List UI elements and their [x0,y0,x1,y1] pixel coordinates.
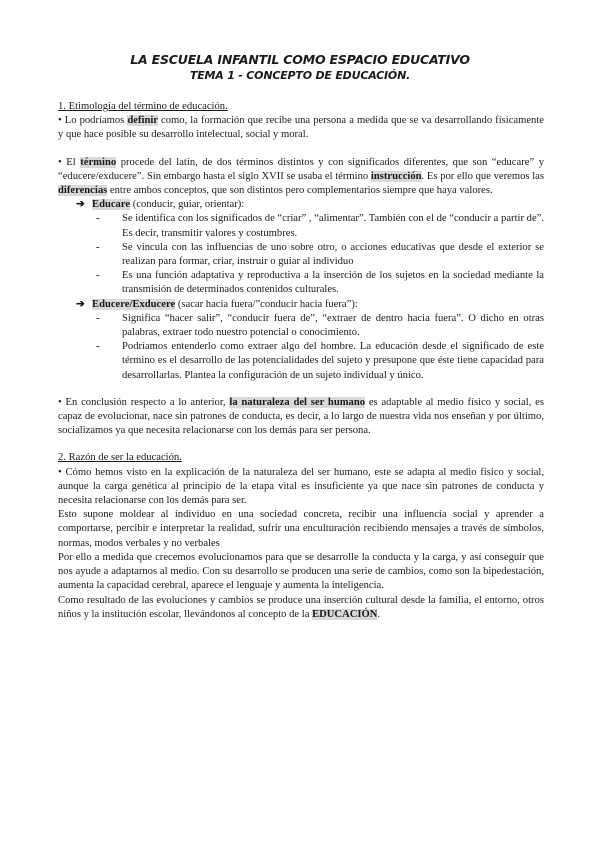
text-run: . [377,608,381,620]
educare-list [58,212,544,297]
highlight-instruccion: instrucción [370,170,422,182]
list-item-text: Es una función adaptativa y reproductiva a la inserción de los sujetos en la sociedad mediante la transmisión de determinados contenidos culturales. [122,270,544,296]
dash-icon: - [96,213,100,225]
highlight-educacion: EDUCACIÓN [312,608,378,620]
document-title: LA ESCUELA INFANTIL COMO ESPACIO EDUCATIVO [130,52,470,67]
arrow-icon: ➔ [76,298,85,310]
highlight-termino: término [80,156,117,168]
highlight-diferencias: diferencias [58,185,108,197]
section2-paragraph-4 [58,594,544,622]
dash-icon: - [96,341,100,353]
dash-icon: - [96,270,100,282]
section1-paragraph-2 [58,156,544,199]
educare-item [58,198,544,212]
educare-description: (conducir, guiar, orientar): [130,199,245,211]
arrow-icon: ➔ [76,199,85,211]
list-item-text: Significa “hacer salir”, “conducir fuera de”, “extraer de dentro hacia fuera”. O dicho en otras palabras, extraer todo nuestro potencial o conocimiento. [122,312,544,339]
list-item-text: Se vincula con las influencias de uno sobre otro, o acciones educativas que desde el exterior se realizan para formar, criar, instruir o guiar al individuo [122,241,544,268]
section2-paragraph-1: • Cómo hemos visto en la explicación de la naturaleza del ser humano, este se adapta al medio físico y social, aunque la carga genética al principio de la etapa vital es insuficiente ya que nace sin patrones de conducta y necesita relacionarse con los demás para ser. [58,466,544,507]
text-run: procede del latín, de dos términos distintos y con significados diferentes, que son “educare” y “educere/exducere”. Sin embargo hasta el siglo XVII se usaba el término [58,156,545,182]
list-item [96,340,544,383]
educere-term: Educere/Exducere [92,298,176,310]
text-run: como, la formación que recibe una persona a medida que se va desarrollando físicamente y que hace posible su desarrollo intelectual, social y moral. [58,115,544,141]
text-run: • Lo podríamos [58,115,128,127]
list-item-text: Se identifica con los significados de “criar” , “alimentar”. También con el de “conducir a partir de”. Es decir, transmitir valores y costumbres. [122,213,544,239]
text-run: • En conclusión respecto a lo anterior, [58,396,230,408]
text-run: • El [58,156,81,168]
educere-description: (sacar hacia fuera/”conducir hacia fuera”): [175,298,358,310]
list-item [96,241,544,269]
dash-icon: - [96,241,100,253]
section1-heading: 1. Etimología del término de educación. [58,101,228,112]
text-run: Como resultado de las evoluciones y cambios se produce una inserción cultural desde la familia, el entorno, otros niños y la institución escolar, llevándonos al concepto de la [58,594,544,620]
section1-paragraph-3 [58,396,544,439]
section2-heading: 2. Razón de ser la educación. [58,452,182,464]
document-subtitle: TEMA 1 - CONCEPTO DE EDUCACIÓN. [189,69,411,82]
educare-term: Educare [92,199,131,211]
section2-paragraph-3: Por ello a medida que crecemos evolucionamos para que se desarrolle la conducta y la carga, y así conseguir que nos ayude a adaptarnos al medio. Con su desarrollo se producen una serie de cambios, como son la bipedestación, aumenta la capacidad cerebral, aparece el lenguaje y aumenta la inteligencia. [58,551,544,592]
highlight-definir: definir [127,115,158,127]
list-item-text: Podríamos entenderlo como extraer algo del hombre. La educación desde el significado de este término es el desarrollo de las potencialidades del sujeto y presupone que éste tiene capacidad para desarrollarlas. Plantea la configuración de un sujeto individual y único. [122,341,544,381]
educere-list [58,312,544,383]
list-item [96,212,544,240]
document-body [58,100,544,622]
highlight-naturaleza: la naturaleza del ser humano [229,396,366,408]
text-run: es adaptable al medio físico y social, es capaz de evolucionar, nace sin patrones de conducta, es decir, a lo largo de nuestra vida nos enseñan y por último, socializamos ya que necesita relacionarse con los demás para ser persona. [58,396,544,437]
list-item [96,312,544,340]
educere-item [58,298,544,312]
dash-icon: - [96,312,100,324]
text-run: . Es por ello que veremos las [421,170,545,182]
section1-paragraph-1 [58,114,544,142]
text-run: entre ambos conceptos, que son distintos pero complementarios siempre que haya valores. [107,185,493,197]
list-item [96,269,544,297]
section2-paragraph-2: Esto supone moldear al individuo en una sociedad concreta, recibir una influencia social y aprender a comportarse, percibir e interpretar la realidad, sufrir una enculturación recibiendo mensajes a través de símbolos, normas, modos verbales y no verbales [58,509,544,549]
